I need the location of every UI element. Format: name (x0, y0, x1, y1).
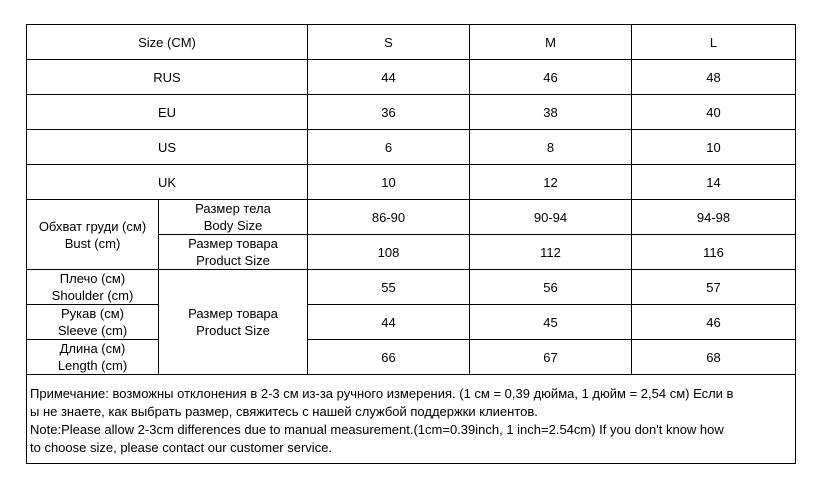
table-cell: 55 (308, 270, 470, 305)
table-cell: 67 (470, 340, 632, 375)
bust-label (27, 200, 159, 270)
length-label-en: Length (cm) (57, 358, 128, 373)
product-size-label-ru: Размер товара (188, 306, 278, 321)
table-row (27, 340, 796, 375)
table-cell: 44 (308, 60, 470, 95)
table-cell: 12 (470, 165, 632, 200)
table-cell: 36 (308, 95, 470, 130)
shoulder-label (27, 270, 159, 305)
table-cell: 14 (632, 165, 796, 200)
row-label-us: US (27, 130, 308, 165)
table-row (27, 270, 796, 305)
table-cell: 45 (470, 305, 632, 340)
note-row (27, 375, 796, 464)
body-size-label (159, 200, 308, 235)
header-row (27, 25, 796, 60)
shoulder-label-en: Shoulder (cm) (51, 288, 134, 303)
body-size-label-ru: Размер тела (195, 201, 271, 216)
bust-label-ru: Обхват груди (см) (38, 218, 147, 234)
measurement-note (27, 375, 796, 464)
table-cell: 86-90 (308, 200, 470, 235)
table-row (27, 200, 796, 235)
table-cell: 90-94 (470, 200, 632, 235)
table-cell: 108 (308, 235, 470, 270)
table-cell: 66 (308, 340, 470, 375)
sleeve-label-ru: Рукав (см) (61, 306, 124, 321)
note-en-line-1: Note:Please allow 2-3cm differences due to manual measurement.(1cm=0.39inch, 1 inch=2.54cm) If you don't know how (30, 422, 724, 437)
bust-product-size-label-en: Product Size (196, 253, 270, 268)
note-en-line-2: to choose size, please contact our customer service. (30, 440, 333, 455)
sleeve-label (27, 305, 159, 340)
table-cell: 38 (470, 95, 632, 130)
table-row (27, 130, 796, 165)
table-cell: 116 (632, 235, 796, 270)
product-size-label-en: Product Size (196, 323, 270, 338)
table-cell: 10 (632, 130, 796, 165)
bust-label-en: Bust (cm) (64, 235, 121, 251)
product-size-label (159, 270, 308, 375)
size-header-l: L (632, 25, 796, 60)
table-cell: 56 (470, 270, 632, 305)
table-cell: 94-98 (632, 200, 796, 235)
size-header-s: S (308, 25, 470, 60)
table-cell: 48 (632, 60, 796, 95)
table-cell: 112 (470, 235, 632, 270)
row-label-rus: RUS (27, 60, 308, 95)
table-cell: 68 (632, 340, 796, 375)
table-cell: 40 (632, 95, 796, 130)
row-label-eu: EU (27, 95, 308, 130)
table-cell: 10 (308, 165, 470, 200)
bust-product-size-label (159, 235, 308, 270)
note-ru-line-2: ы не знаете, как выбрать размер, свяжитесь с нашей службой поддержки клиентов. (30, 404, 538, 419)
table-row (27, 95, 796, 130)
length-label-ru: Длина (см) (59, 341, 126, 356)
table-cell: 57 (632, 270, 796, 305)
table-cell: 6 (308, 130, 470, 165)
table-row (27, 165, 796, 200)
shoulder-label-ru: Плечо (см) (59, 271, 126, 286)
table-cell: 46 (632, 305, 796, 340)
size-header-label: Size (CM) (27, 25, 308, 60)
note-ru-line-1: Примечание: возможны отклонения в 2-3 см из-за ручного измерения. (1 см = 0,39 дюйма, 1 дюйм = 2,54 см) Если в (30, 386, 734, 401)
size-header-m: M (470, 25, 632, 60)
size-chart-table (26, 24, 796, 464)
length-label (27, 340, 159, 375)
bust-product-size-label-ru: Размер товара (188, 236, 278, 251)
row-label-uk: UK (27, 165, 308, 200)
table-row (27, 305, 796, 340)
table-cell: 46 (470, 60, 632, 95)
body-size-label-en: Body Size (203, 218, 263, 233)
table-cell: 44 (308, 305, 470, 340)
table-cell: 8 (470, 130, 632, 165)
sleeve-label-en: Sleeve (cm) (57, 323, 128, 338)
table-row (27, 60, 796, 95)
